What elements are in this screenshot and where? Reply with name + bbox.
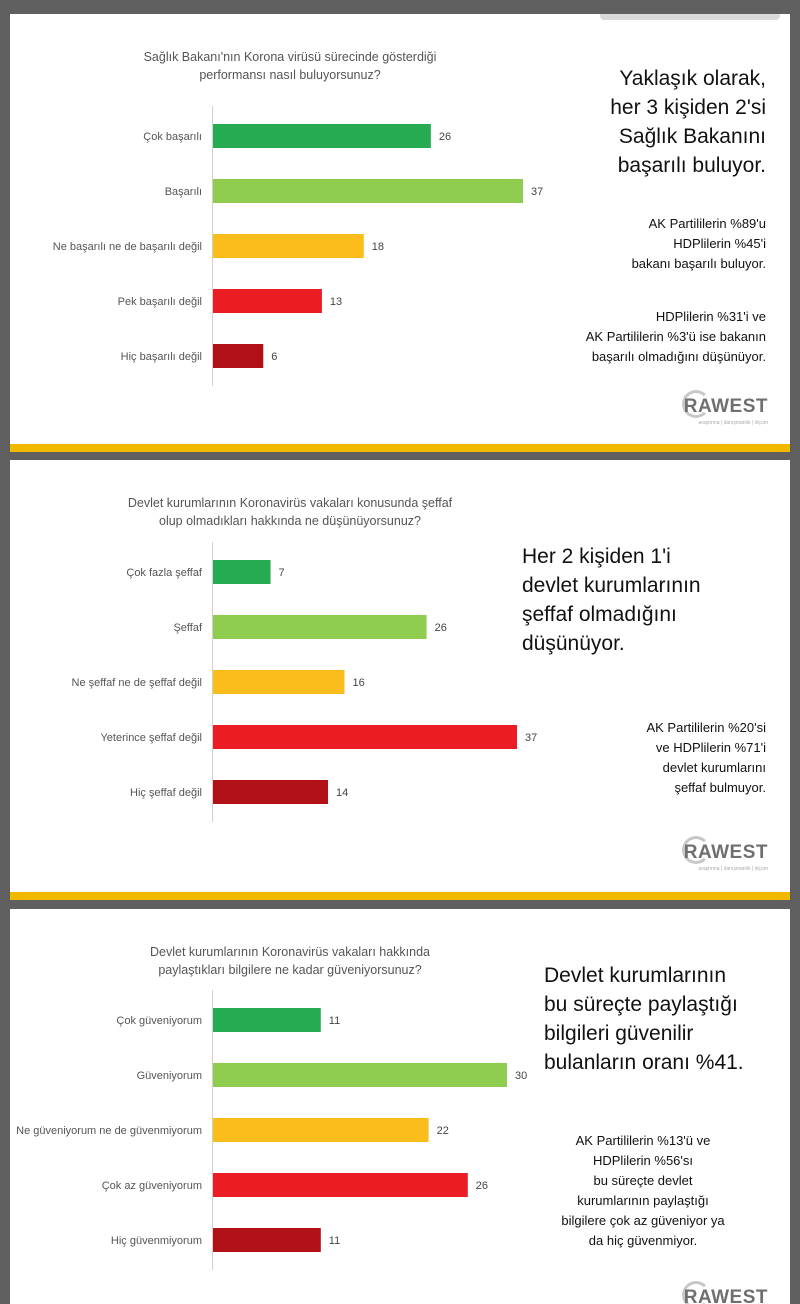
data-label: 6 — [271, 351, 278, 363]
note-line: devlet kurumlarını — [662, 760, 766, 775]
data-label: 26 — [434, 622, 447, 634]
category-label: Başarılı — [164, 186, 202, 198]
headline — [544, 961, 744, 1077]
accent-bar — [10, 444, 790, 452]
category-label: Güveniyorum — [136, 1070, 202, 1082]
data-label: 16 — [352, 677, 365, 689]
note-line: HDPlilerin %31'i ve — [655, 309, 766, 324]
note-line: AK Partililerin %3'ü ise bakanın — [585, 329, 766, 344]
bar — [213, 1008, 321, 1032]
bar — [213, 1118, 429, 1142]
category-label: Çok başarılı — [143, 131, 202, 143]
headline-line: Her 2 kişiden 1'i — [522, 545, 671, 568]
bar — [213, 615, 427, 639]
headline-line: bu süreçte paylaştığı — [544, 993, 738, 1016]
note-line: AK Partililerin %20'si — [646, 720, 766, 735]
category-label: Hiç güvenmiyorum — [110, 1235, 202, 1247]
rawest-logo — [678, 390, 768, 430]
note-line: bilgilere çok az güveniyor ya — [561, 1213, 725, 1228]
question-line: paylaştıkları bilgilere ne kadar güveniyorsunuz? — [158, 963, 422, 977]
category-label: Hiç şeffaf değil — [130, 787, 202, 799]
note-line: şeffaf bulmuyor. — [674, 780, 766, 795]
note — [632, 214, 766, 274]
rawest-logo — [678, 836, 768, 876]
note-line: bakanı başarılı buluyor. — [631, 256, 766, 271]
headline — [610, 64, 766, 180]
note-line: da hiç güvenmiyor. — [588, 1233, 698, 1248]
category-label: Hiç başarılı değil — [120, 351, 202, 363]
data-label: 26 — [438, 131, 452, 143]
category-label: Çok az güveniyorum — [101, 1180, 202, 1192]
note — [518, 1131, 768, 1251]
headline-line: başarılı buluyor. — [617, 154, 766, 177]
headline-line: Sağlık Bakanını — [618, 125, 766, 148]
logo-text: RAWEST — [683, 1287, 768, 1304]
data-label: 37 — [531, 186, 544, 198]
category-label: Yeterince şeffaf değil — [100, 732, 202, 744]
bar — [213, 560, 271, 584]
question-line: olup olmadıkları hakkında ne düşünüyorsunuz? — [159, 514, 421, 528]
question-line: Sağlık Bakanı'nın Korona virüsü sürecinde gösterdiği — [143, 50, 437, 64]
bar — [213, 670, 344, 694]
bar — [213, 1173, 468, 1197]
question-line: Devlet kurumlarının Koronavirüs vakaları konusunda şeffaf — [127, 496, 453, 510]
accent-bar — [10, 892, 790, 900]
category-label: Ne başarılı ne de başarılı değil — [52, 241, 202, 253]
headline-line: Devlet kurumlarının — [544, 964, 727, 987]
bar — [213, 725, 517, 749]
note-line: bu süreçte devlet — [593, 1173, 693, 1188]
data-label: 22 — [436, 1125, 449, 1137]
rawest-logo — [678, 1281, 768, 1304]
data-label: 13 — [329, 296, 343, 308]
logo-subtext: araştırma | danışmanlık | ölçüm — [698, 420, 768, 426]
category-label: Çok fazla şeffaf — [126, 567, 202, 579]
note-line: kurumlarının paylaştığı — [577, 1193, 709, 1208]
question-line: performansı nasıl buluyorsunuz? — [199, 68, 381, 82]
bar — [213, 1228, 321, 1252]
logo-subtext: araştırma | danışmanlık | ölçüm — [698, 866, 768, 872]
headline-line: düşünüyor. — [522, 632, 625, 655]
panel-trust — [10, 909, 790, 1304]
data-label: 11 — [328, 1015, 341, 1027]
note — [646, 718, 766, 798]
data-label: 7 — [278, 567, 285, 579]
note-line: ve HDPlilerin %71'i — [655, 740, 766, 755]
note-line: HDPlilerin %56'sı — [592, 1153, 693, 1168]
logo-text: RAWEST — [683, 396, 768, 417]
headline-line: her 3 kişiden 2'si — [610, 96, 766, 119]
bar — [213, 1063, 507, 1087]
bar — [213, 289, 322, 313]
logo-text: RAWEST — [683, 842, 768, 863]
note — [586, 307, 766, 367]
panel-health-minister — [10, 14, 790, 452]
headline-line: devlet kurumlarının — [522, 574, 701, 597]
note-line: AK Partililerin %13'ü ve — [575, 1133, 711, 1148]
category-label: Şeffaf — [173, 622, 202, 634]
bar — [213, 780, 328, 804]
headline-line: şeffaf olmadığını — [522, 603, 677, 626]
category-label: Ne şeffaf ne de şeffaf değil — [71, 677, 202, 689]
headline-line: bulanların oranı %41. — [544, 1051, 744, 1074]
category-label: Çok güveniyorum — [116, 1015, 202, 1027]
category-label: Pek başarılı değil — [117, 296, 202, 308]
data-label: 11 — [328, 1235, 341, 1247]
headline — [522, 542, 701, 658]
headline-line: Yaklaşık olarak, — [619, 67, 766, 90]
bar — [213, 124, 431, 148]
bar — [213, 179, 523, 203]
data-label: 30 — [515, 1070, 528, 1082]
note-line: başarılı olmadığını düşünüyor. — [591, 349, 766, 364]
data-label: 18 — [371, 241, 385, 253]
note-line: AK Partililerin %89'u — [648, 216, 766, 231]
data-label: 37 — [525, 732, 538, 744]
panel-transparency — [10, 460, 790, 900]
question-line: Devlet kurumlarının Koronavirüs vakaları hakkında — [150, 945, 430, 959]
headline-line: bilgileri güvenilir — [544, 1022, 694, 1045]
bar — [213, 234, 364, 258]
note-line: HDPlilerin %45'i — [673, 236, 766, 251]
category-label: Ne güveniyorum ne de güvenmiyorum — [16, 1125, 202, 1137]
data-label: 14 — [336, 787, 349, 799]
data-label: 26 — [475, 1180, 489, 1192]
bar-chart — [10, 460, 790, 900]
bar — [213, 344, 263, 368]
